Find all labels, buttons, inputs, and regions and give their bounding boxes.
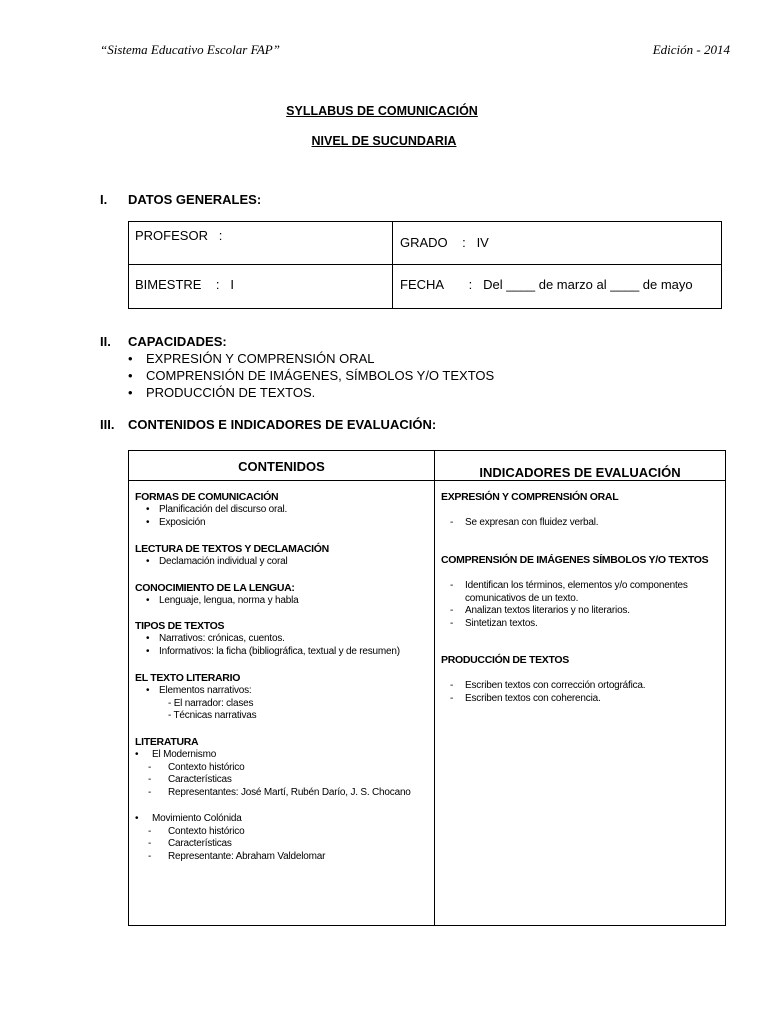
- list-item: • El Modernismo: [135, 749, 431, 762]
- header-edition: Edición - 2014: [652, 42, 730, 57]
- list-item: - Escriben textos con coherencia.: [441, 693, 723, 706]
- list-item: - Características: [135, 774, 431, 787]
- block-title: PRODUCCIÓN DE TEXTOS: [441, 654, 569, 666]
- column-header-indicadores: INDICADORES DE EVALUACIÓN: [479, 465, 681, 480]
- content-block-conocimiento: [135, 582, 431, 608]
- list-item: • Exposición: [135, 517, 431, 530]
- list-item: - Representantes: José Martí, Rubén Darío, J. S. Chocano: [135, 787, 431, 800]
- list-item: - Analizan textos literarios y no literarios.: [441, 605, 723, 618]
- section-label: CONTENIDOS E INDICADORES DE EVALUACIÓN:: [128, 417, 437, 432]
- block-title: TIPOS DE TEXTOS: [135, 620, 225, 632]
- column-header-contenidos: CONTENIDOS: [238, 459, 325, 474]
- capacidades-list: [128, 350, 494, 401]
- block-title: EL TEXTO LITERARIO: [135, 672, 241, 684]
- table-divider-horizontal: [129, 480, 725, 481]
- header-school-name: “Sistema Educativo Escolar FAP”: [100, 42, 280, 57]
- table-divider-vertical: [392, 222, 393, 308]
- block-title: LITERATURA: [135, 736, 199, 748]
- sub-item: - El narrador: clases: [168, 697, 254, 709]
- list-item: • Informativos: la ficha (bibliográfica, textual y de resumen): [135, 646, 431, 659]
- block-title: LECTURA DE TEXTOS Y DECLAMACIÓN: [135, 543, 329, 555]
- indicator-block-comprension: [441, 554, 723, 630]
- content-block-lectura: [135, 543, 431, 569]
- list-item: • Declamación individual y coral: [135, 556, 431, 569]
- indicator-block-produccion: [441, 654, 723, 705]
- section-capacidades: [100, 334, 227, 349]
- block-title: COMPRENSIÓN DE IMÁGENES SÍMBOLOS Y/O TEXTOS: [441, 554, 709, 566]
- content-block-tipos: [135, 620, 431, 658]
- section-number: I.: [100, 192, 108, 207]
- list-item: - Representante: Abraham Valdelomar: [135, 851, 431, 864]
- list-item: • PRODUCCIÓN DE TEXTOS.: [128, 384, 494, 401]
- table-divider-horizontal: [129, 264, 721, 265]
- contenidos-table: [128, 450, 726, 926]
- document-subtitle: NIVEL DE SUCUNDARIA: [311, 134, 457, 148]
- content-block-formas: [135, 491, 431, 529]
- list-item: - Escriben textos con corrección ortográfica.: [441, 680, 723, 693]
- list-item: - Sintetizan textos.: [441, 618, 723, 631]
- list-item: • Planificación del discurso oral.: [135, 504, 431, 517]
- datos-generales-table: [128, 221, 722, 309]
- list-item: • Narrativos: crónicas, cuentos.: [135, 633, 431, 646]
- list-item: - Se expresan con fluidez verbal.: [441, 517, 723, 530]
- block-title: EXPRESIÓN Y COMPRENSIÓN ORAL: [441, 491, 619, 503]
- list-item: - Contexto histórico: [135, 826, 431, 839]
- table-divider-vertical: [434, 451, 435, 925]
- list-item: - Contexto histórico: [135, 762, 431, 775]
- content-block-literario: [135, 672, 431, 723]
- section-label: CAPACIDADES:: [128, 334, 227, 349]
- list-item: • Movimiento Colónida: [135, 813, 431, 826]
- list-item: • COMPRENSIÓN DE IMÁGENES, SÍMBOLOS Y/O TEXTOS: [128, 367, 494, 384]
- block-title: FORMAS DE COMUNICACIÓN: [135, 491, 279, 503]
- section-number: III.: [100, 417, 115, 432]
- list-item: • Lenguaje, lengua, norma y habla: [135, 595, 431, 608]
- bimestre-field: BIMESTRE : I: [135, 277, 234, 292]
- section-number: II.: [100, 334, 111, 349]
- content-block-literatura: [135, 736, 431, 863]
- grado-field: GRADO : IV: [400, 235, 489, 250]
- section-contenidos: [100, 417, 436, 432]
- list-item: - Identifican los términos, elementos y/o componentes: [441, 580, 723, 593]
- sub-item: - Técnicas narrativas: [168, 710, 257, 721]
- indicator-block-expresion: [441, 491, 723, 530]
- list-item: • Elementos narrativos:: [135, 685, 431, 698]
- list-item: - Características: [135, 838, 431, 851]
- block-title: CONOCIMIENTO DE LA LENGUA:: [135, 582, 295, 594]
- fecha-field: FECHA : Del ____ de marzo al ____ de mayo: [400, 277, 693, 292]
- document-title: SYLLABUS DE COMUNICACIÓN: [286, 104, 478, 118]
- section-datos-generales: [100, 192, 261, 207]
- list-item: • EXPRESIÓN Y COMPRENSIÓN ORAL: [128, 350, 494, 367]
- profesor-field: PROFESOR :: [135, 228, 223, 243]
- list-item-continuation: comunicativos de un texto.: [465, 592, 579, 604]
- section-label: DATOS GENERALES:: [128, 192, 262, 207]
